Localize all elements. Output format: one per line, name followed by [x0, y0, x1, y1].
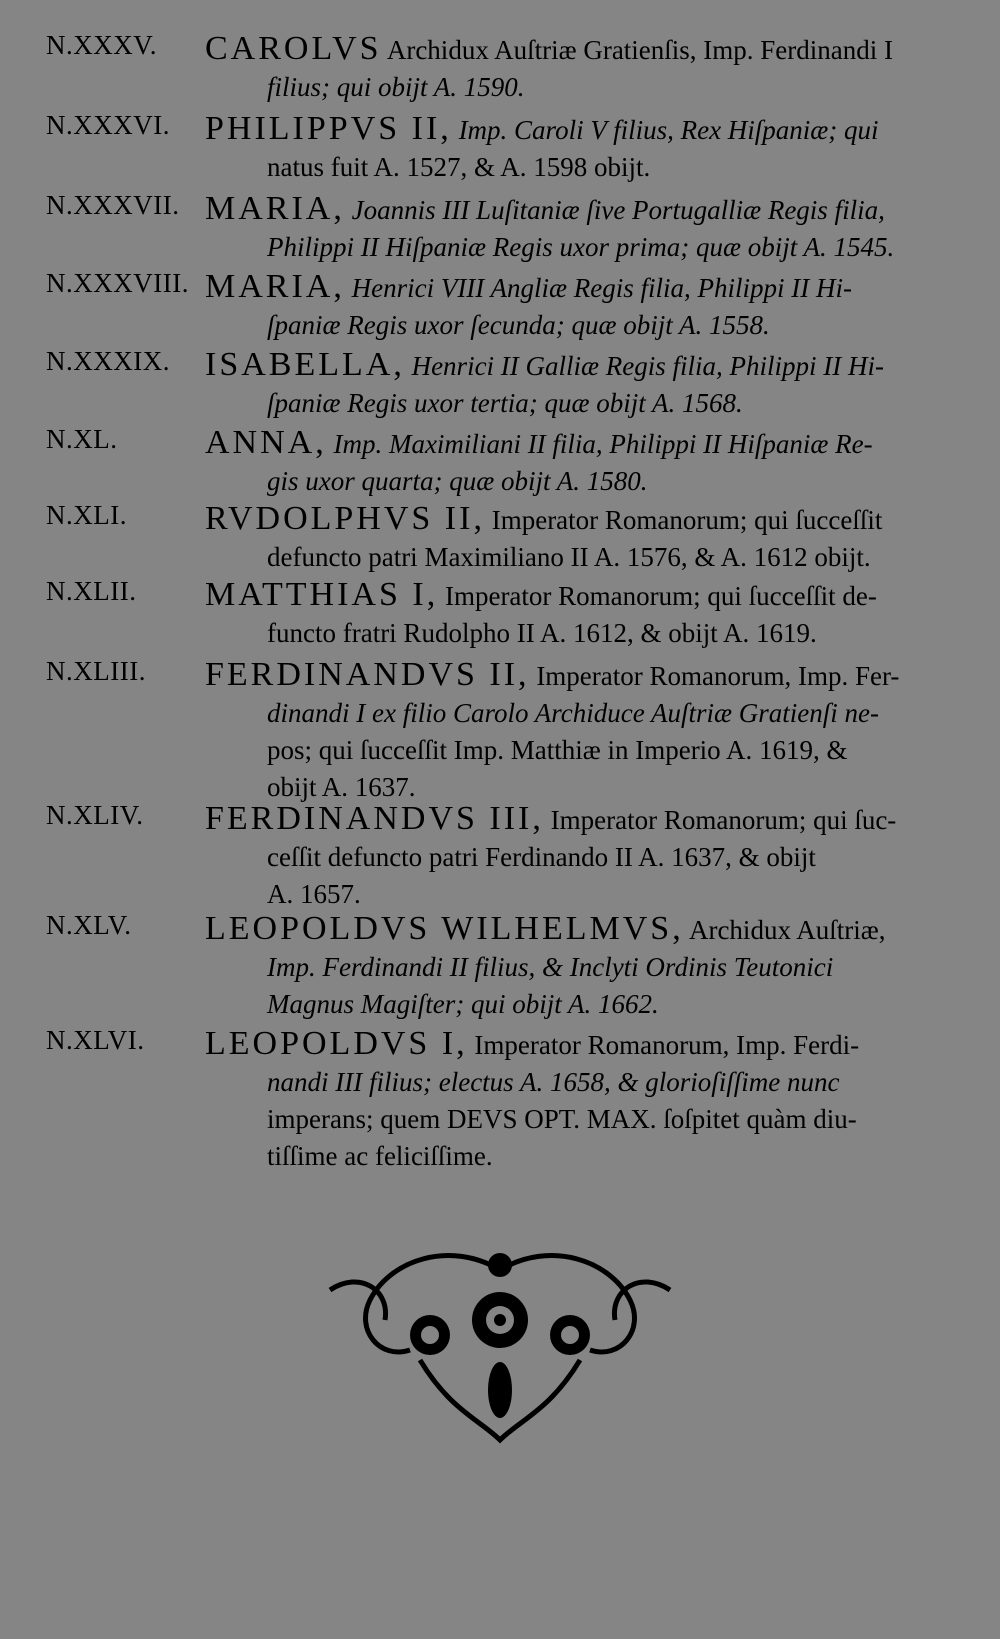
entry-line: A. 1657.	[267, 879, 361, 909]
entry-name: LEOPOLDVS WILHELMVS,	[205, 910, 684, 947]
entry-text	[205, 656, 965, 806]
entry-name: MARIA,	[205, 190, 345, 227]
entry-line: gis uxor quarta; quæ obijt A. 1580.	[267, 466, 648, 496]
entry-line: Imp. Caroli V filius, Rex Hiſpaniæ; qui	[451, 115, 879, 145]
entry-line: nandi III filius; electus A. 1658, & glorioſiſſime nunc	[267, 1067, 840, 1097]
entry-line: Archidux Auſtriæ,	[683, 915, 886, 945]
entry-name: FERDINANDVS III,	[205, 800, 544, 837]
floral-tailpiece-ornament-icon	[300, 1240, 700, 1450]
entry-name: MARIA,	[205, 268, 345, 305]
entry-number: N.XXXVI.	[46, 110, 170, 140]
entry-line: obijt A. 1637.	[267, 772, 416, 802]
entry-number: N.XLVI.	[46, 1025, 145, 1055]
entry-number: N.XLIV.	[46, 800, 144, 830]
entry-line: dinandi I ex filio Carolo Archiduce Auſtriæ Gratienſi ne-	[267, 698, 879, 728]
entry-line: Henrici VIII Angliæ Regis filia, Philippi II Hi-	[344, 273, 853, 303]
entry-text	[205, 30, 965, 106]
entry-name: LEOPOLDVS I,	[205, 1025, 468, 1062]
entry-number: N.XXXVII.	[46, 190, 180, 220]
entry-text	[205, 190, 965, 266]
entry-line: Imperator Romanorum; qui ſucceſſit	[484, 505, 883, 535]
entry-line: defuncto patri Maximiliano II A. 1576, & A. 1612 obijt.	[267, 542, 871, 572]
entry-name: PHILIPPVS II,	[205, 110, 452, 147]
entry-name: FERDINANDVS II,	[205, 656, 530, 693]
entry-number: N.XLV.	[46, 910, 132, 940]
entry-number: N.XXXIX.	[46, 346, 170, 376]
entry-text	[205, 910, 965, 1023]
entry-line: ceſſit defuncto patri Ferdinando II A. 1637, & obijt	[267, 842, 816, 872]
entry-line: Joannis III Luſitaniæ ſive Portugalliæ Regis filia,	[344, 195, 885, 225]
entry-name: ISABELLA,	[205, 346, 405, 383]
entry-line: Henrici II Galliæ Regis filia, Philippi II Hi-	[404, 351, 885, 381]
entry-line: Archidux Auſtriæ Gratienſis, Imp. Ferdinandi I	[381, 35, 894, 65]
entry-number: N.XXXVIII.	[46, 268, 189, 298]
entry-line: functo fratri Rudolpho II A. 1612, & obijt A. 1619.	[267, 618, 817, 648]
entry-line: Imperator Romanorum, Imp. Fer-	[529, 661, 900, 691]
entry-line: Imp. Maximiliani II filia, Philippi II Hiſpaniæ Re-	[326, 429, 873, 459]
entry-line: natus fuit A. 1527, & A. 1598 obijt.	[267, 152, 651, 182]
entry-line: Philippi II Hiſpaniæ Regis uxor prima; quæ obijt A. 1545.	[267, 232, 895, 262]
entry-number: N.XL.	[46, 424, 118, 454]
entry-line: Imp. Ferdinandi II filius, & Inclyti Ordinis Teutonici	[267, 952, 834, 982]
entry-line: Imperator Romanorum; qui ſuc-	[543, 805, 897, 835]
entry-line: Magnus Magiſter; qui obijt A. 1662.	[267, 989, 659, 1019]
entry-line: pos; qui ſucceſſit Imp. Matthiæ in Imperio A. 1619, &	[267, 735, 848, 765]
entry-number: N.XXXV.	[46, 30, 158, 60]
entry-text	[205, 268, 965, 344]
entry-name: ANNA,	[205, 424, 327, 461]
entry-number: N.XLIII.	[46, 656, 146, 686]
entry-number: N.XLII.	[46, 576, 137, 606]
entry-name: CAROLVS	[205, 30, 382, 67]
entry-text	[205, 1025, 965, 1175]
entry-number: N.XLI.	[46, 500, 127, 530]
entry-line: imperans; quem DEVS OPT. MAX. ſoſpitet quàm diu-	[267, 1104, 857, 1134]
entry-line: Imperator Romanorum; qui ſucceſſit de-	[438, 581, 877, 611]
entry-line: ſpaniæ Regis uxor tertia; quæ obijt A. 1568.	[267, 388, 743, 418]
entry-line: Imperator Romanorum, Imp. Ferdi-	[467, 1030, 860, 1060]
entry-name: RVDOLPHVS II,	[205, 500, 485, 537]
entry-text	[205, 110, 965, 186]
entry-line: filius; qui obijt A. 1590.	[267, 72, 525, 102]
entry-text	[205, 424, 965, 500]
entry-name: MATTHIAS I,	[205, 576, 439, 613]
entry-text	[205, 346, 965, 422]
entry-text	[205, 576, 965, 652]
entry-text	[205, 500, 965, 576]
entry-line: ſpaniæ Regis uxor ſecunda; quæ obijt A. 1558.	[267, 310, 770, 340]
entry-line: tiſſime ac feliciſſime.	[267, 1141, 493, 1171]
entry-text	[205, 800, 965, 913]
